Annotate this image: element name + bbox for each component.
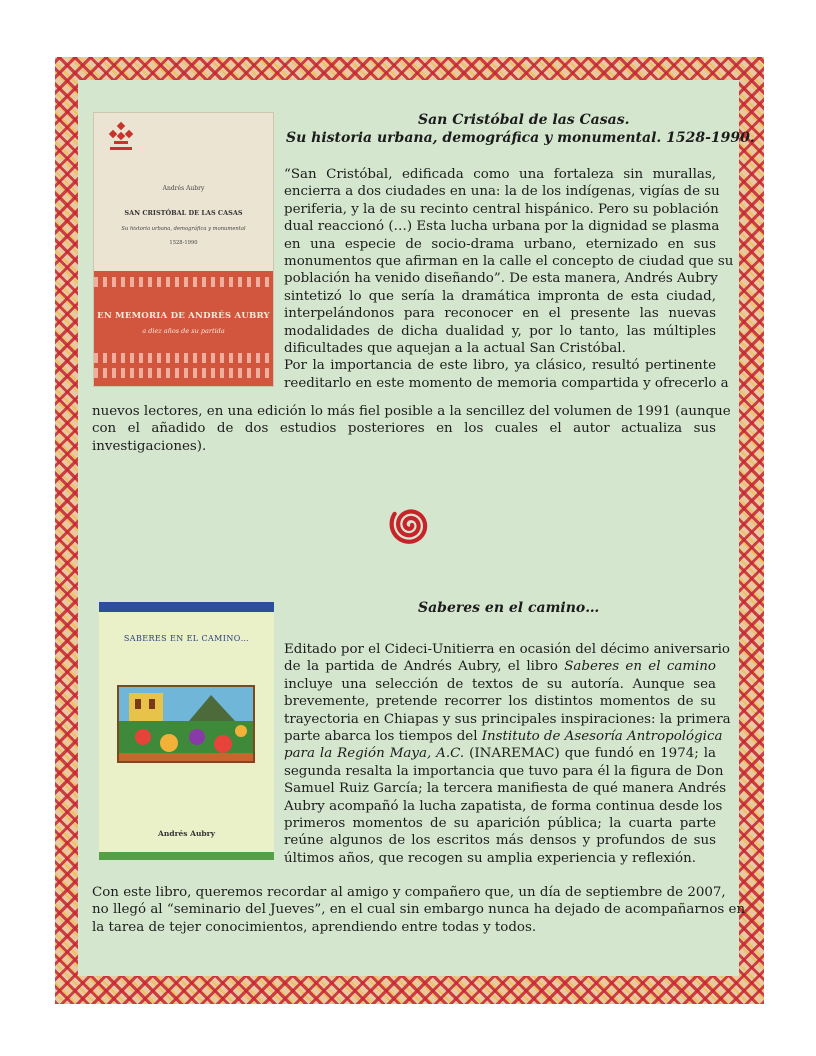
text-segment: primeros momentos de su aparición pública; la cuarta parte [284, 816, 716, 832]
text-line [284, 658, 716, 675]
italic-title: para la Región Maya, A.C. [284, 746, 465, 762]
section2-body [284, 641, 731, 867]
book2-top-bar [99, 602, 274, 612]
text-line: interpelándonos para reconocer en el presente las nuevas [284, 306, 716, 322]
text-line [284, 711, 731, 728]
text-line: la tarea de tejer conocimientos, aprendiendo entre todas y todos. [92, 919, 537, 935]
text-line: periferia, y la de su recinto central hispánico. Pero su población [284, 201, 719, 217]
text-segment: segunda resalta la importancia que tuvo para él la figura de Don [284, 763, 724, 779]
book1-red-band [94, 271, 273, 386]
text-line [284, 745, 716, 762]
book2-title: SABERES EN EL CAMINO… [123, 634, 250, 643]
text-line: encierra a dos ciudades en una: la de los indígenas, vigías de su [284, 184, 720, 200]
section1-title-line2: Su historia urbana, demográfica y monumental. 1528-1990. [286, 130, 755, 146]
book1-subtitle: Su historia urbana, demográfica y monumental [121, 226, 246, 232]
diamond-motif-icon [104, 121, 138, 155]
text-line: investigaciones). [92, 438, 207, 454]
text-segment: Editado por el Cideci-Unitierra en ocasión del décimo aniversario [284, 642, 730, 657]
text-line: Con este libro, queremos recordar al amigo y compañero que, un día de septiembre de 2007, [92, 885, 726, 900]
text-line: no llegó al “seminario del Jueves”, en el cual sin embargo nunca ha dejado de acompañarnos en [92, 902, 746, 918]
book1-pattern-bottom-2 [94, 368, 273, 378]
section2-title: Saberes en el camino… [418, 600, 600, 616]
text-line: sintetizó lo que sería la dramática impronta de esta ciudad, [284, 288, 716, 304]
section1-body-continued [92, 403, 731, 455]
text-line [284, 763, 724, 780]
book2-author: Andrés Aubry [158, 829, 215, 838]
italic-title: Instituto de Asesoría Antropológica [481, 729, 723, 745]
book1-pattern-top [94, 277, 273, 287]
text-line [284, 798, 723, 815]
text-line [284, 693, 716, 710]
section1-title-line1: San Cristóbal de las Casas. [418, 112, 630, 128]
text-segment: reúne algunos de los escritos más densos y profundos de sus [284, 833, 716, 849]
book1-title: SAN CRISTÓBAL DE LAS CASAS [124, 209, 243, 217]
text-line [284, 815, 716, 832]
text-line: modalidades de dicha dualidad y, por lo tanto, las múltiples [284, 323, 716, 339]
book1-pattern-bottom [94, 353, 273, 363]
text-segment: Samuel Ruiz García; la tercera manifiesta de qué manera Andrés [284, 781, 727, 797]
text-line: dual reaccionó (…) Esta lucha urbana por la dignidad se plasma [284, 219, 720, 235]
text-line: Por la importancia de este libro, ya clásico, resultó pertinente [284, 358, 716, 374]
text-line: monumentos que afirman en la calle el concepto de ciudad que su [284, 254, 734, 270]
text-segment: trayectoria en Chiapas y sus principales inspiraciones: la primera [284, 711, 731, 727]
book1-memorial-title: EN MEMORIA DE ANDRÉS AUBRY [97, 311, 270, 321]
book-cover-saberes [99, 602, 274, 860]
text-segment: parte abarca los tiempos del [284, 729, 482, 745]
section1-body [284, 166, 734, 392]
text-line: reeditarlo en este momento de memoria compartida y ofrecerlo a [284, 375, 729, 391]
text-segment: brevemente, pretende recorrer los distintos momentos de su [284, 694, 716, 710]
book2-bottom-bar [99, 852, 274, 860]
text-line [284, 728, 723, 745]
text-line: con el añadido de dos estudios posteriores en los cuales el autor actualiza sus [92, 421, 716, 437]
text-line: población ha venido diseñando”. De esta manera, Andrés Aubry [284, 271, 718, 287]
italic-title: Saberes en el camino [564, 659, 716, 675]
painting-illustration [119, 687, 253, 761]
text-line [284, 780, 727, 797]
text-segment: (INAREMAC) que fundó en 1974; la [464, 746, 717, 762]
text-segment: incluye una selección de textos de su autoría. Aunque sea [284, 676, 716, 692]
text-line: dificultades que aquejan a la actual San Cristóbal. [284, 341, 626, 357]
book2-cover-painting [117, 685, 255, 763]
text-line [284, 832, 716, 849]
book1-author: Andrés Aubry [162, 185, 205, 192]
section2-body-continued [92, 884, 746, 936]
text-line [284, 641, 730, 658]
text-line [284, 850, 716, 867]
text-segment: últimos años, que recogen su amplia experiencia y reflexión. [284, 850, 696, 866]
text-segment: Aubry acompañó la lucha zapatista, de forma continua desde los [284, 798, 723, 814]
book-cover-san-cristobal [94, 113, 273, 386]
text-segment: de la partida de Andrés Aubry, el libro [284, 659, 565, 675]
text-line: nuevos lectores, en una edición lo más fiel posible a la sencillez del volumen de 1991 (aunque [92, 404, 731, 419]
book1-years: 1528-1990 [169, 240, 198, 246]
red-spiral-icon [388, 503, 432, 547]
text-line [284, 676, 716, 693]
text-line: en una especie de socio-drama urbano, eternizado en sus [284, 236, 716, 252]
text-line: “San Cristóbal, edificada como una fortaleza sin murallas, [284, 167, 716, 182]
book1-memorial-subtitle: a diez años de su partida [142, 327, 225, 335]
